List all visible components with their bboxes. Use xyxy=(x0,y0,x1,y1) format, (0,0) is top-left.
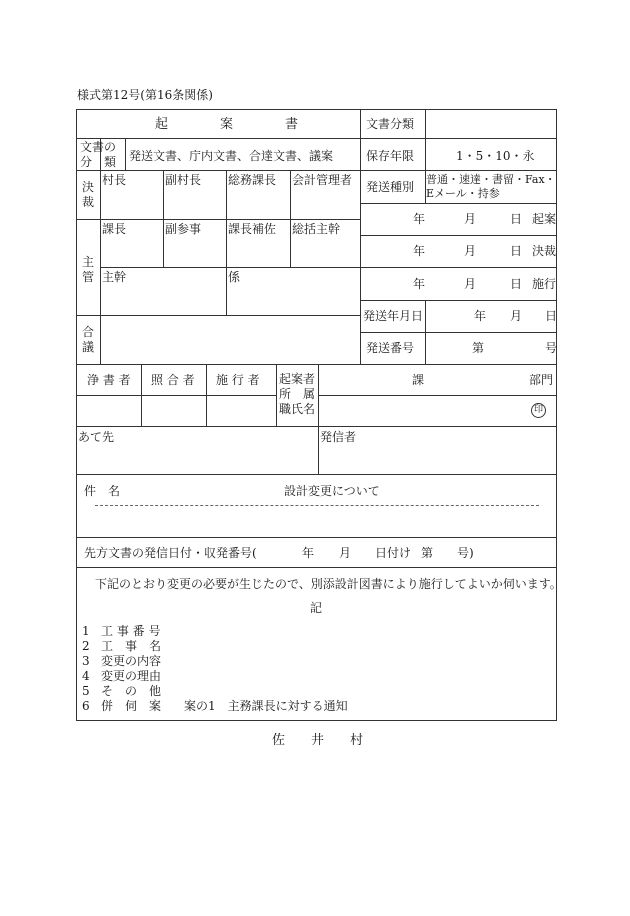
send-number-dai: 第 xyxy=(472,341,485,355)
role-somu-kacho: 総務課長 xyxy=(228,173,277,187)
shougou-label: 照 合 者 xyxy=(151,373,195,387)
shikou-label: 施 行 者 xyxy=(216,373,260,387)
role-kacho: 課長 xyxy=(102,222,127,236)
send-date-day: 日 xyxy=(545,309,558,323)
send-type-value-line1: 普通・速達・書留・Fax・ xyxy=(426,173,556,186)
doc-class-label: 文書分類 xyxy=(366,117,415,131)
reference-month: 月 xyxy=(339,546,352,560)
role-fuku-sanji: 副参事 xyxy=(165,222,202,236)
role-kakari: 係 xyxy=(228,270,241,284)
recipient-label: あて先 xyxy=(78,430,115,444)
send-date-label: 発送年月日 xyxy=(363,309,424,323)
subject-value: 設計変更について xyxy=(284,484,380,498)
send-date-month: 月 xyxy=(510,309,523,323)
kian-label-3: 職氏名 xyxy=(279,402,316,416)
send-number-label: 発送番号 xyxy=(366,341,415,355)
retention-label: 保存年限 xyxy=(366,149,415,163)
doc-type-value: 発送文書、庁内文書、合達文書、議案 xyxy=(129,149,334,163)
form-number: 様式第12号(第16条関係) xyxy=(77,88,213,102)
role-shukan: 主幹 xyxy=(102,270,127,284)
shukan-label-2: 管 xyxy=(82,270,95,284)
reference-year: 年 xyxy=(302,546,315,560)
role-soncho: 村長 xyxy=(102,173,127,187)
body-ki: 記 xyxy=(310,601,323,615)
footer-village: 佐 井 村 xyxy=(272,733,364,748)
send-type-label: 発送種別 xyxy=(366,180,415,194)
retention-value: 1・5・10・永 xyxy=(456,149,535,163)
role-kaikei-kanrisha: 会計管理者 xyxy=(292,173,353,187)
ka-label: 課 xyxy=(412,373,425,387)
shukan-label-1: 主 xyxy=(82,255,95,269)
reference-go: 号) xyxy=(457,546,474,560)
role-sokatsu-shukan: 総括主幹 xyxy=(292,222,341,236)
kian-label-2: 所 属 xyxy=(279,387,316,401)
seal-mark: 印 xyxy=(531,403,546,418)
form-title: 起 案 書 xyxy=(155,117,299,132)
send-number-go: 号 xyxy=(545,341,558,355)
send-date-year: 年 xyxy=(474,309,487,323)
role-fuku-soncho: 副村長 xyxy=(165,173,202,187)
role-kacho-hosa: 課長補佐 xyxy=(228,222,277,236)
kian-label-1: 起案者 xyxy=(279,372,316,386)
doc-type-label-2: 分 類 xyxy=(80,155,117,169)
aigi-label-1: 合 xyxy=(82,325,95,339)
send-type-value-line2: Eメール・持参 xyxy=(426,187,500,200)
body-intro: 下記のとおり変更の必要が生じたので、別添設計図書により施行してよいか伺います。 xyxy=(95,577,562,591)
reference-day: 日付け xyxy=(375,546,412,560)
reference-text: 先方文書の発信日付・収発番号( xyxy=(84,546,257,560)
aigi-label-2: 議 xyxy=(82,340,95,354)
kessai-label-1: 決 xyxy=(82,180,95,194)
jousho-label: 浄 書 者 xyxy=(87,373,131,387)
bumon-label: 部門 xyxy=(529,373,554,387)
doc-type-label-1: 文書の xyxy=(80,140,117,154)
reference-dai: 第 xyxy=(421,546,434,560)
sender-label: 発信者 xyxy=(320,430,357,444)
subject-label: 件 名 xyxy=(84,484,121,498)
kessai-label-2: 裁 xyxy=(82,195,95,209)
